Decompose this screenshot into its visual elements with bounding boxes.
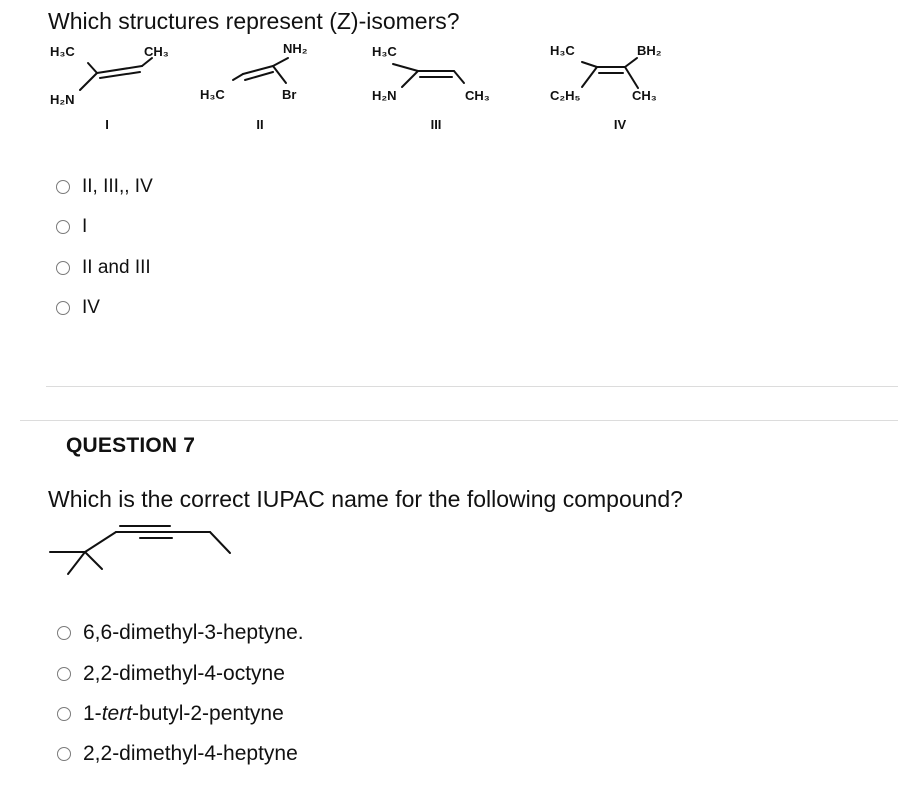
compound-bond <box>85 532 116 552</box>
structure-3-numeral: III <box>430 117 442 132</box>
q6-option-1-radio[interactable] <box>56 180 70 194</box>
q6-option-4[interactable] <box>56 297 100 319</box>
structure-1-bond <box>80 73 97 90</box>
q7-option-3-radio[interactable] <box>57 707 71 721</box>
question-6-stem: Which structures represent (Z)-isomers? <box>48 8 460 34</box>
q6-option-3-label: II and III <box>82 257 151 278</box>
q6-option-3-radio[interactable] <box>56 261 70 275</box>
structure-1-bond <box>142 58 152 66</box>
divider <box>46 386 898 387</box>
q7-option-3-italic: tert <box>101 702 133 725</box>
compound-bond <box>210 532 230 553</box>
q7-option-1[interactable] <box>57 621 304 645</box>
structure-2-bond <box>273 66 286 83</box>
q6-option-1[interactable] <box>56 176 153 198</box>
structure-2-bond <box>273 58 288 66</box>
question-7-stem: Which is the correct IUPAC name for the following compound? <box>48 486 683 512</box>
structure-4-bond <box>582 67 597 87</box>
q7-option-1-label: 6,6-dimethyl-3-heptyne. <box>83 621 304 644</box>
q7-option-3-suffix: -butyl-2-pentyne <box>132 702 284 725</box>
q6-option-2-radio[interactable] <box>56 220 70 234</box>
compound-methyl-bond <box>85 552 102 569</box>
structure-1-numeral: I <box>105 117 109 132</box>
structure-4-bond <box>625 58 637 67</box>
structure-4-bond <box>582 62 597 67</box>
q7-option-1-radio[interactable] <box>57 626 71 640</box>
q6-option-4-label: IV <box>82 297 100 318</box>
q6-option-1-label: II, III,, IV <box>82 176 153 197</box>
compound-methyl-bond <box>68 552 85 574</box>
structure-1-group-bottom-left: H₂N <box>50 92 75 107</box>
q7-option-2-radio[interactable] <box>57 667 71 681</box>
structure-4-group-bottom-right: CH₃ <box>632 88 657 103</box>
q6-option-4-radio[interactable] <box>56 301 70 315</box>
structure-2-bond <box>233 74 243 80</box>
q7-option-4-label: 2,2-dimethyl-4-heptyne <box>83 742 298 765</box>
q7-option-2[interactable] <box>57 662 285 686</box>
structure-3-group-top-left: H₃C <box>372 44 397 59</box>
q7-option-2-label: 2,2-dimethyl-4-octyne <box>83 662 285 685</box>
structure-4-group-bottom-left: C₂H₅ <box>550 88 581 103</box>
question-separator <box>20 420 898 421</box>
q7-option-4-radio[interactable] <box>57 747 71 761</box>
structure-3-group-bottom-right: CH₃ <box>465 88 490 103</box>
structure-3-bond <box>454 71 464 83</box>
structure-1-group-top-right: CH₃ <box>144 44 169 59</box>
q6-option-2[interactable] <box>56 216 87 238</box>
structure-2-group-top-right: NH₂ <box>283 41 308 56</box>
q7-option-3[interactable] <box>57 702 284 726</box>
structure-4-bond <box>625 67 638 88</box>
q6-option-2-label: I <box>82 216 88 237</box>
q7-option-3-prefix: 1- <box>83 702 102 725</box>
structure-2-numeral: II <box>256 117 264 132</box>
structure-4-group-top-left: H₃C <box>550 43 575 58</box>
structure-3-group-bottom-left: H₂N <box>372 88 397 103</box>
structure-4-group-top-right: BH₂ <box>637 43 662 58</box>
structure-1-bond <box>88 63 97 73</box>
q6-option-3[interactable] <box>56 257 151 279</box>
structure-2-group-bottom-left: H₃C <box>200 87 225 102</box>
structure-4-numeral: IV <box>613 117 627 132</box>
structure-3-bond <box>402 71 418 87</box>
structure-3-bond <box>393 64 418 71</box>
question-7-title: QUESTION 7 <box>66 434 196 457</box>
structure-2-group-bottom-right: Br <box>282 87 297 102</box>
structure-1-double-bond-inner <box>100 72 140 78</box>
q7-option-3-label <box>83 702 284 726</box>
structure-1-group-top-left: H₃C <box>50 44 75 59</box>
q7-option-4[interactable] <box>57 742 298 766</box>
